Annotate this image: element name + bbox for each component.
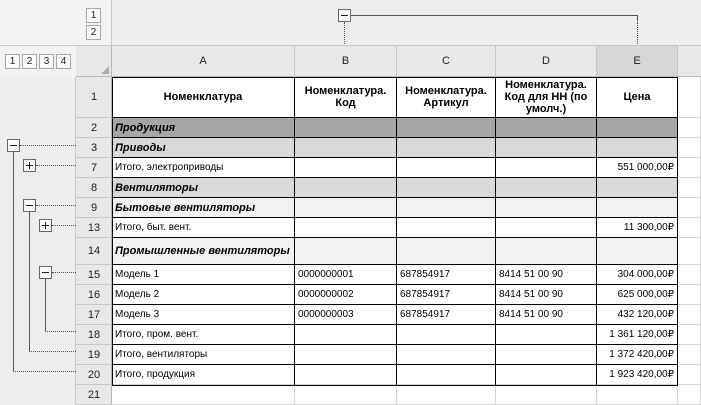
row-group-dotted [36, 205, 76, 206]
table-cell[interactable]: 0000000001 [295, 265, 397, 285]
table-cell[interactable]: 432 120,00₽ [597, 305, 678, 325]
row-header[interactable]: 15 [76, 265, 112, 285]
table-row-label[interactable]: Итого, быт. вент. [112, 218, 295, 238]
table-row-label[interactable]: Бытовые вентиляторы [112, 198, 295, 218]
row-header[interactable]: 13 [76, 218, 112, 238]
row-header[interactable]: 2 [76, 118, 112, 138]
table-row-label[interactable]: Модель 1 [112, 265, 295, 285]
table-cell[interactable] [397, 365, 496, 385]
column-group-dotted-right [637, 22, 638, 44]
table-cell[interactable]: 1 361 120,00₽ [597, 325, 678, 345]
table-cell[interactable] [295, 198, 397, 218]
empty-cell[interactable] [678, 365, 701, 385]
table-cell[interactable]: 8414 51 00 90 [496, 265, 597, 285]
table-cell[interactable]: 11 300,00₽ [597, 218, 678, 238]
column-group-collapse-button[interactable] [338, 9, 351, 22]
row-header[interactable]: 3 [76, 138, 112, 158]
empty-cell[interactable] [678, 238, 701, 265]
empty-cell[interactable] [295, 385, 397, 405]
empty-cell[interactable] [678, 178, 701, 198]
column-group-line [351, 15, 638, 16]
table-row-label[interactable]: Итого, пром. вент. [112, 325, 295, 345]
table-cell[interactable] [597, 118, 678, 138]
table-cell[interactable]: 8414 51 00 90 [496, 305, 597, 325]
row-group-level2-expand-button[interactable] [23, 159, 36, 172]
row-header[interactable]: 16 [76, 285, 112, 305]
row-group-dotted [52, 225, 76, 226]
table-row-border [112, 217, 678, 218]
table-row-label[interactable]: Итого, продукция [112, 365, 295, 385]
spreadsheet-grid [112, 77, 701, 405]
column-group-dotted-left [344, 22, 345, 44]
empty-cell[interactable] [112, 385, 295, 405]
table-cell[interactable] [496, 365, 597, 385]
empty-cell[interactable] [678, 265, 701, 285]
table-cell[interactable] [397, 325, 496, 345]
table-cell[interactable]: 0000000002 [295, 285, 397, 305]
table-cell[interactable] [295, 158, 397, 178]
table-cell[interactable] [597, 198, 678, 218]
table-cell[interactable] [397, 238, 496, 265]
empty-cell[interactable] [678, 158, 701, 178]
empty-cell[interactable] [678, 285, 701, 305]
table-cell[interactable]: 687854917 [397, 285, 496, 305]
col-level-1-button[interactable]: 1 [86, 8, 101, 23]
row-header[interactable]: 9 [76, 198, 112, 218]
row-header[interactable]: 17 [76, 305, 112, 325]
row-level-1-button[interactable]: 1 [5, 54, 20, 69]
table-row-border [112, 284, 678, 285]
row-group-level2-collapse-button[interactable] [23, 199, 36, 212]
table-cell[interactable] [496, 138, 597, 158]
table-cell[interactable] [397, 218, 496, 238]
row-group-dotted [52, 272, 76, 273]
table-cell[interactable]: 1 372 420,00₽ [597, 345, 678, 365]
table-cell[interactable]: 304 000,00₽ [597, 265, 678, 285]
row-header[interactable]: 20 [76, 365, 112, 385]
row-header[interactable]: 14 [76, 238, 112, 265]
empty-cell[interactable] [397, 385, 496, 405]
row-group-level2-line [29, 212, 30, 351]
row-group-level3-collapse-button[interactable] [39, 266, 52, 279]
row-level-3-button[interactable]: 3 [39, 54, 54, 69]
row-group-dotted [20, 145, 76, 146]
table-cell[interactable] [397, 138, 496, 158]
table-cell[interactable] [295, 138, 397, 158]
table-cell[interactable] [397, 198, 496, 218]
table-cell[interactable] [496, 345, 597, 365]
table-column-border [596, 77, 597, 386]
table-header-cell[interactable]: Номенклатура. Артикул [397, 77, 496, 118]
table-row-border [112, 197, 678, 198]
column-header-a[interactable]: A [112, 46, 295, 76]
row-group-band [0, 77, 76, 405]
column-header-c[interactable]: C [397, 46, 496, 76]
table-row-label[interactable]: Продукция [112, 118, 295, 138]
select-all-triangle-icon [76, 46, 112, 77]
row-header[interactable]: 18 [76, 325, 112, 345]
row-group-level3-expand-button[interactable] [39, 219, 52, 232]
row-header[interactable]: 19 [76, 345, 112, 365]
table-row-border [112, 157, 678, 158]
table-cell[interactable]: 8414 51 00 90 [496, 285, 597, 305]
empty-cell[interactable] [678, 138, 701, 158]
table-cell[interactable] [597, 138, 678, 158]
table-row-label[interactable]: Итого, вентиляторы [112, 345, 295, 365]
table-cell[interactable] [295, 238, 397, 265]
table-row-border [112, 264, 678, 265]
table-cell[interactable]: 0000000003 [295, 305, 397, 325]
column-header-bar [112, 46, 701, 77]
table-column-border [294, 77, 295, 386]
table-cell[interactable] [496, 158, 597, 178]
table-cell[interactable] [295, 325, 397, 345]
table-cell[interactable] [295, 345, 397, 365]
table-cell[interactable] [597, 238, 678, 265]
table-row-border [112, 304, 678, 305]
table-cell[interactable] [295, 118, 397, 138]
row-header[interactable]: 1 [76, 77, 112, 118]
table-row-label[interactable]: Промышленные вентиляторы [112, 238, 295, 265]
table-cell[interactable] [295, 365, 397, 385]
table-cell[interactable] [496, 218, 597, 238]
table-cell[interactable] [496, 325, 597, 345]
row-header[interactable]: 21 [76, 385, 112, 405]
empty-cell[interactable] [678, 118, 701, 138]
table-cell[interactable] [397, 118, 496, 138]
table-row-label[interactable]: Вентиляторы [112, 178, 295, 198]
table-cell[interactable] [397, 158, 496, 178]
row-header-bar [76, 77, 112, 405]
column-header-b[interactable]: B [295, 46, 397, 76]
table-header-cell[interactable]: Номенклатура. Код для НН (по умолч.) [496, 77, 597, 118]
table-header-cell[interactable]: Номенклатура. Код [295, 77, 397, 118]
row-group-level1-collapse-button[interactable] [7, 139, 20, 152]
table-row-border [112, 344, 678, 345]
table-header-cell[interactable]: Номенклатура [112, 77, 295, 118]
column-header-f[interactable] [678, 46, 701, 76]
table-cell[interactable]: 1 923 420,00₽ [597, 365, 678, 385]
table-header-cell[interactable]: Цена [597, 77, 678, 118]
table-cell[interactable] [496, 178, 597, 198]
column-group-band [112, 0, 701, 46]
table-cell[interactable] [496, 118, 597, 138]
table-row-border [112, 137, 678, 138]
table-row-label[interactable]: Итого, электроприводы [112, 158, 295, 178]
row-level-2-button[interactable]: 2 [22, 54, 37, 69]
table-row-border [112, 237, 678, 238]
empty-cell[interactable] [678, 325, 701, 345]
table-cell[interactable] [597, 178, 678, 198]
col-level-2-button[interactable]: 2 [86, 25, 101, 40]
table-row-border [112, 324, 678, 325]
empty-cell[interactable] [678, 77, 701, 118]
row-group-level3-line [45, 279, 46, 331]
column-header-d[interactable]: D [496, 46, 597, 76]
table-cell[interactable] [295, 218, 397, 238]
table-row-border [112, 364, 678, 365]
table-cell[interactable]: 687854917 [397, 265, 496, 285]
row-group-level2-end [29, 351, 76, 352]
column-header-e[interactable]: E [597, 46, 678, 76]
row-level-4-button[interactable]: 4 [56, 54, 71, 69]
table-cell[interactable] [397, 345, 496, 365]
row-header[interactable]: 7 [76, 158, 112, 178]
table-row-label[interactable]: Модель 3 [112, 305, 295, 325]
empty-cell[interactable] [678, 345, 701, 365]
select-all-corner[interactable] [76, 46, 112, 77]
table-row-label[interactable]: Приводы [112, 138, 295, 158]
column-group-line-end [637, 15, 638, 21]
table-cell[interactable] [397, 178, 496, 198]
row-group-level3-end [45, 331, 76, 332]
table-row-border [112, 177, 678, 178]
row-group-dotted [36, 165, 76, 166]
empty-cell[interactable] [678, 305, 701, 325]
empty-cell[interactable] [496, 385, 597, 405]
table-row-border [112, 117, 678, 118]
table-cell[interactable] [496, 238, 597, 265]
empty-cell[interactable] [678, 218, 701, 238]
empty-cell[interactable] [597, 385, 678, 405]
row-group-level1-end [13, 371, 76, 372]
table-row-label[interactable]: Модель 2 [112, 285, 295, 305]
table-cell[interactable]: 687854917 [397, 305, 496, 325]
table-cell[interactable] [496, 198, 597, 218]
table-cell[interactable] [295, 178, 397, 198]
row-group-level1-line [13, 152, 14, 371]
table-column-border [495, 77, 496, 386]
table-cell[interactable]: 625 000,00₽ [597, 285, 678, 305]
empty-cell[interactable] [678, 198, 701, 218]
empty-cell[interactable] [678, 385, 701, 405]
row-header[interactable]: 8 [76, 178, 112, 198]
table-column-border [396, 77, 397, 386]
table-cell[interactable]: 551 000,00₽ [597, 158, 678, 178]
